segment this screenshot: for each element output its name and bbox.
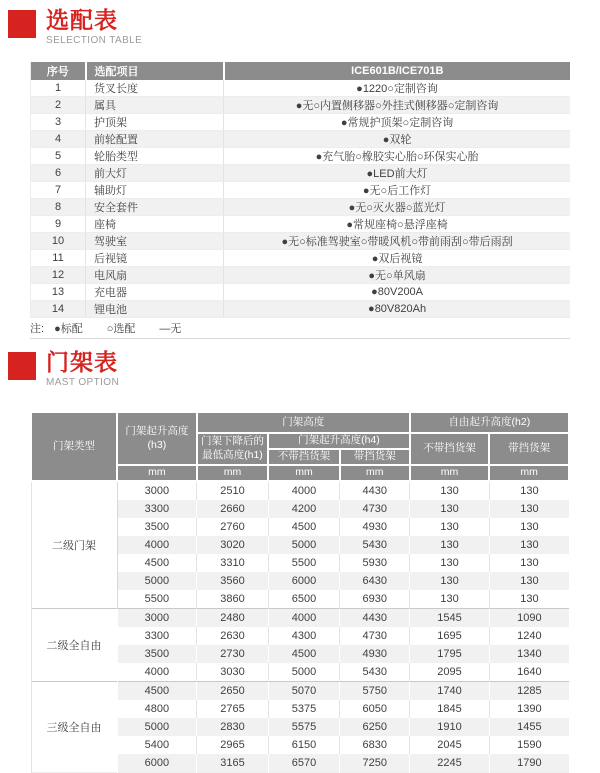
note-standard: ●标配 [54,323,83,335]
mast-table-body [31,481,569,773]
selection-table-header-row [31,62,571,80]
col-mast-type: 门架类型 [31,412,117,481]
table-row: 5400 2965 6150 6830 2045 1590 [31,736,569,754]
table-row: 8 安全套件 ●无○灭火器○蓝光灯 [31,199,571,216]
col-h4-with-backrest: 带挡货架 [340,449,410,465]
table-row: 4 前轮配置 ●双轮 [31,131,571,148]
table-row: 14 锂电池 ●80V820Ah [31,301,571,318]
column-header-option-item: 选配项目 [86,62,224,80]
legend-note [30,318,570,339]
col-h4-without-backrest: 不带挡货架 [268,449,340,465]
table-row: 3 护顶架 ●常规护顶架○定制咨询 [31,114,571,131]
table-row: 3500 2730 4500 4930 1795 1340 [31,645,569,663]
unit-cell: mm [489,465,569,481]
table-row: 6 前大灯 ●LED前大灯 [31,165,571,182]
unit-cell: mm [410,465,490,481]
table-row: 二级门架 3000 2510 4000 4430 130 130 [31,481,569,500]
col-group-lift-height-h4: 门架起升高度(h4) [268,433,409,449]
red-square-marker-icon [8,10,36,38]
table-row: 13 充电器 ●80V200A [31,284,571,301]
col-group-free-lift-h2: 自由起升高度(h2) [410,412,569,433]
col-group-mast-height: 门架高度 [197,412,410,433]
mast-type-cell: 二级全自由 [31,609,117,682]
col-h2-with-backrest: 带挡货架 [489,433,569,465]
unit-cell: mm [197,465,269,481]
unit-cell: mm [340,465,410,481]
table-row: 1 货叉长度 ●1220○定制咨询 [31,80,571,97]
table-row: 11 后视镜 ●双后视镜 [31,250,571,267]
table-row: 7 辅助灯 ●无○后工作灯 [31,182,571,199]
mast-type-cell: 三级全自由 [31,682,117,773]
section-title-mast: 门架表 [46,349,118,375]
unit-cell: mm [117,465,197,481]
column-header-model: ICE601B/ICE701B [224,62,570,80]
selection-table [30,62,570,318]
col-lowered-height-h1: 门架下降后的最低高度(h1) [197,433,269,465]
table-row: 三级全自由 4500 2650 5070 5750 1740 1285 [31,682,569,701]
table-row: 9 座椅 ●常规座椅○悬浮座椅 [31,216,571,233]
mast-table-wrapper [30,411,570,773]
section-subtitle-selection: SELECTION TABLE [46,35,143,46]
table-row: 10 驾驶室 ●无○标准驾驶室○带暖风机○带前雨刮○带后雨刮 [31,233,571,250]
mast-table [30,411,570,773]
col-lift-height-h3: 门架起升高度(h3) [117,412,197,465]
table-row: 5 轮胎类型 ●充气胎○橡胶实心胎○环保实心胎 [31,148,571,165]
table-row: 4500 3310 5500 5930 130 130 [31,554,569,572]
col-h2-without-backrest: 不带挡货架 [410,433,490,465]
selection-table-wrapper [30,62,570,339]
section-subtitle-mast: MAST OPTION [46,377,120,388]
table-row: 6000 3165 6570 7250 2245 1790 [31,754,569,773]
section-title-selection: 选配表 [46,7,118,33]
table-row: 4000 3030 5000 5430 2095 1640 [31,663,569,682]
selection-section-header [8,7,142,46]
table-row: 5000 3560 6000 6430 130 130 [31,572,569,590]
table-row: 3300 2630 4300 4730 1695 1240 [31,627,569,645]
table-row: 3500 2760 4500 4930 130 130 [31,518,569,536]
table-row: 3300 2660 4200 4730 130 130 [31,500,569,518]
table-row: 二级全自由 3000 2480 4000 4430 1545 1090 [31,609,569,628]
table-row: 5500 3860 6500 6930 130 130 [31,590,569,609]
table-row: 12 电风扇 ●无○单风扇 [31,267,571,284]
table-row: 4800 2765 5375 6050 1845 1390 [31,700,569,718]
mast-type-cell: 二级门架 [31,481,117,609]
note-prefix: 注: [30,323,45,335]
column-header-index: 序号 [31,62,86,80]
table-row: 2 属具 ●无○内置侧移器○外挂式侧移器○定制咨询 [31,97,571,114]
unit-cell: mm [268,465,340,481]
mast-section-header [8,349,119,388]
selection-table-body [31,80,571,318]
note-optional: ○选配 [106,323,136,335]
table-row: 5000 2830 5575 6250 1910 1455 [31,718,569,736]
note-none: —无 [159,323,182,335]
red-square-marker-icon [8,352,36,380]
table-row: 4000 3020 5000 5430 130 130 [31,536,569,554]
